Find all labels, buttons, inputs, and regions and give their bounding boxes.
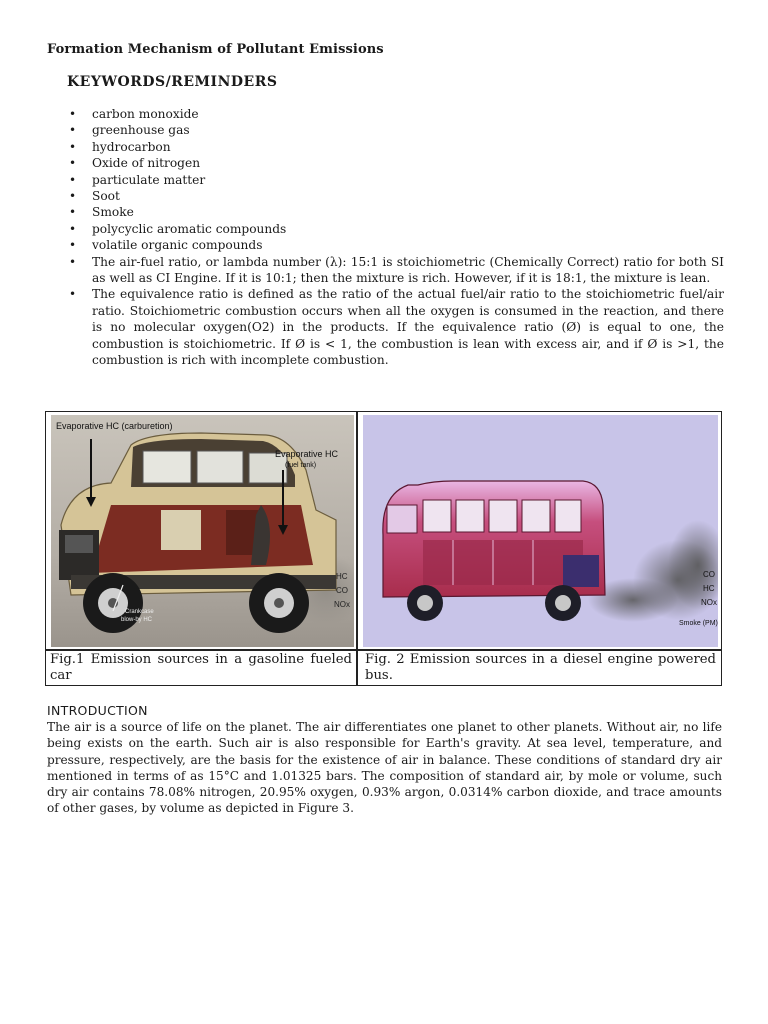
- label-bus-smoke: Smoke (PM): [679, 620, 718, 627]
- bullet-icon: •: [69, 172, 77, 187]
- keywords-heading: KEYWORDS/REMINDERS: [67, 74, 278, 90]
- bullet-icon: •: [69, 205, 77, 220]
- keyword-item: [64, 204, 724, 220]
- label-bus-nox: NOx: [701, 598, 717, 607]
- table-divider: [356, 412, 358, 685]
- figure-table: [45, 411, 722, 686]
- bullet-icon: •: [69, 287, 77, 302]
- label-exhaust-nox: NOx: [334, 600, 350, 609]
- label-bus-co: CO: [703, 570, 715, 579]
- keyword-text: polycyclic aromatic compounds: [92, 221, 287, 236]
- diesel-bus-image: [363, 415, 718, 647]
- keyword-text: Smoke: [92, 205, 134, 220]
- bullet-icon: •: [69, 123, 77, 138]
- air-fuel-ratio-item: [64, 254, 724, 287]
- label-crankcase: Crankcase: [125, 609, 154, 615]
- bullet-icon: •: [69, 139, 77, 154]
- label-fuel-tank: (fuel tank): [285, 462, 317, 469]
- keyword-item: [64, 122, 724, 138]
- equivalence-ratio-item: [64, 286, 724, 368]
- keyword-text: Soot: [92, 189, 120, 204]
- bullet-icon: •: [69, 156, 77, 171]
- label-evap-carb: Evaporative HC (carburetion): [56, 421, 173, 431]
- bullet-icon: •: [69, 189, 77, 204]
- figure-2-caption: Fig. 2 Emission sources in a diesel engine powered bus.: [365, 652, 716, 683]
- keyword-item: [64, 188, 724, 204]
- keyword-item: [64, 155, 724, 171]
- introduction-heading: INTRODUCTION: [47, 703, 148, 718]
- bullet-icon: •: [69, 254, 77, 269]
- keyword-item: [64, 172, 724, 188]
- equivalence-ratio-text: The equivalence ratio is defined as the ratio of the actual fuel/air ratio to the stoichiometric fuel/air ratio. Stoichiometric combustion occurs when all the oxygen is consumed in the reaction, and there is no molecular oxygen(O2) in the products. If the equivalence ratio (Ø) is equal to one, the combustion is stoichiometric. If Ø is < 1, the combustion is lean with excess air, and if Ø is >1, the combustion is rich with incomplete combustion.: [92, 287, 724, 368]
- keyword-item: [64, 139, 724, 155]
- label-exhaust-hc: HC: [336, 572, 348, 581]
- label-bus-hc: HC: [703, 584, 715, 593]
- keyword-item: [64, 106, 724, 122]
- bullet-icon: •: [69, 107, 77, 121]
- figure-1-caption: Fig.1 Emission sources in a gasoline fueled car: [50, 652, 352, 683]
- keyword-item: [64, 221, 724, 237]
- keyword-item: [64, 237, 724, 253]
- gasoline-car-image: [51, 415, 354, 647]
- bullet-icon: •: [69, 221, 77, 236]
- introduction-body: The air is a source of life on the planet. The air differentiates one planet to other planets. Without air, no life being exists on the earth. Such air is also responsible for Earth's gravity. At sea level, temperature, and pressure, respectively, are the basis for the existence of air in balance. These conditions of standard dry air mentioned in terms of as 15°C and 1.01325 bars. The composition of standard air, by mole or volume, such dry air contains 78.08% nitrogen, 20.95% oxygen, 0.93% argon, 0.0314% carbon dioxide, and trace amounts of other gases, by volume as depicted in Figure 3.: [47, 720, 722, 816]
- keyword-text: carbon monoxide: [92, 107, 199, 121]
- bullet-icon: •: [69, 238, 77, 253]
- keyword-text: greenhouse gas: [92, 123, 190, 138]
- label-evap-tank: Evaporative HC: [275, 449, 339, 459]
- caption-separator: [46, 649, 721, 651]
- label-blowby: blow-by HC: [121, 617, 153, 623]
- keyword-text: hydrocarbon: [92, 139, 171, 154]
- air-fuel-ratio-text: The air-fuel ratio, or lambda number (λ): 15:1 is stoichiometric (Chemically Correct) ratio for both SI as well as CI Engine. If it is 10:1; then the mixture is rich. However, if it is 18:1, the mixture is lean.: [92, 254, 724, 286]
- keywords-list: [64, 106, 724, 369]
- keyword-text: Oxide of nitrogen: [92, 156, 201, 171]
- label-exhaust-co: CO: [336, 586, 348, 595]
- keyword-text: volatile organic compounds: [92, 238, 263, 253]
- document-title: Formation Mechanism of Pollutant Emissions: [47, 42, 384, 57]
- keyword-text: particulate matter: [92, 172, 206, 187]
